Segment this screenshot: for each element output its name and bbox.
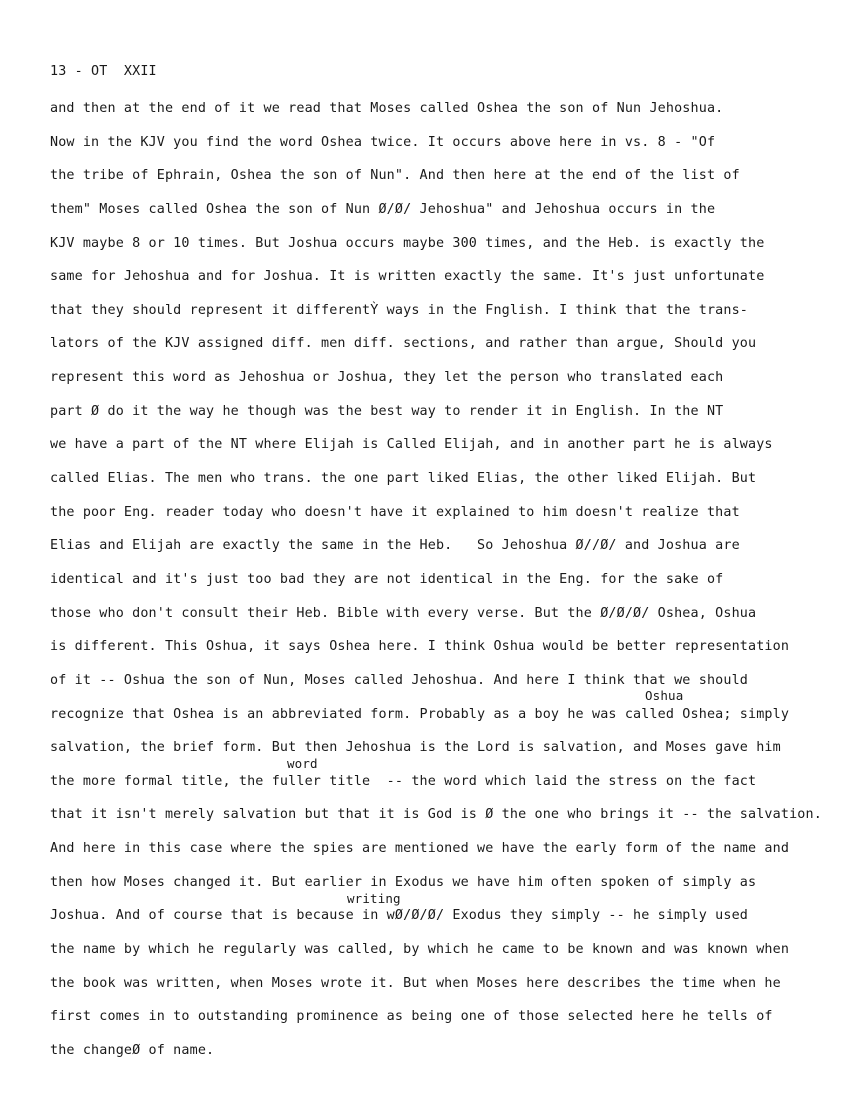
text-line: salvation, the brief form. But then Jehoshua is the Lord is salvation, and Moses gave him <box>50 740 781 756</box>
text-line: the poor Eng. reader today who doesn't have it explained to him doesn't realize that <box>50 504 740 520</box>
text-line: is different. This Oshua, it says Oshea here. I think Oshua would be better representation <box>50 639 790 655</box>
text-line: And here in this case where the spies are mentioned we have the early form of the name and <box>50 841 790 857</box>
text-line: Now in the KJV you find the word Oshea twice. It occurs above here in vs. 8 - "Of <box>50 134 716 150</box>
text-line: the tribe of Ephrain, Oshea the son of Nun". And then here at the end of the list of <box>50 168 740 184</box>
text-line: Elias and Elijah are exactly the same in the Heb. So Jehoshua Ø//Ø/ and Joshua are <box>50 538 740 554</box>
interlinear-insertion-word: word <box>287 756 318 771</box>
text-line: called Elias. The men who trans. the one part liked Elias, the other liked Elijah. But <box>50 471 757 487</box>
text-line: the book was written, when Moses wrote it. But when Moses here describes the time when he <box>50 975 781 991</box>
text-line: them" Moses called Oshea the son of Nun Ø/Ø/ Jehoshua" and Jehoshua occurs in the <box>50 201 716 217</box>
page-header: 13 - OT XXII <box>50 64 157 79</box>
interlinear-insertion-writing: writing <box>347 891 401 906</box>
text-line: those who don't consult their Heb. Bible with every verse. But the Ø/Ø/Ø/ Oshea, Oshua <box>50 605 757 621</box>
text-line: that they should represent it differentỲ ways in the Fnglish. I think that the trans- <box>50 302 749 318</box>
text-line: first comes in to outstanding prominence as being one of those selected here he tells of <box>50 1009 773 1025</box>
text-line: and then at the end of it we read that Moses called Oshea the son of Nun Jehoshua. <box>50 101 724 116</box>
text-line: same for Jehoshua and for Joshua. It is written exactly the same. It's just unfortunate <box>50 269 765 285</box>
text-line: the name by which he regularly was called, by which he came to be known and was known when <box>50 942 790 958</box>
body-text <box>50 97 840 1073</box>
text-line: the more formal title, the fuller title -- the word which laid the stress on the fact <box>50 773 757 789</box>
text-line: then how Moses changed it. But earlier in Exodus we have him often spoken of simply as <box>50 874 757 890</box>
text-line: recognize that Oshea is an abbreviated form. Probably as a boy he was called Oshea; simply <box>50 706 790 722</box>
text-line: represent this word as Jehoshua or Joshua, they let the person who translated each <box>50 370 724 386</box>
text-line: part Ø do it the way he though was the best way to render it in English. In the NT <box>50 403 724 419</box>
text-line: lators of the KJV assigned diff. men diff. sections, and rather than argue, Should you <box>50 336 757 352</box>
interlinear-insertion-oshua: Oshua <box>645 688 684 703</box>
text-line: that it isn't merely salvation but that it is God is Ø the one who brings it -- the salvation. <box>50 807 822 823</box>
text-line: the changeØ of name. <box>50 1042 215 1058</box>
text-line: of it -- Oshua the son of Nun, Moses called Jehoshua. And here I think that we should <box>50 672 749 688</box>
text-line: identical and it's just too bad they are not identical in the Eng. for the sake of <box>50 571 724 587</box>
text-line: Joshua. And of course that is because in wØ/Ø/Ø/ Exodus they simply -- he simply used <box>50 908 749 924</box>
text-line: we have a part of the NT where Elijah is Called Elijah, and in another part he is always <box>50 437 773 453</box>
text-line: KJV maybe 8 or 10 times. But Joshua occurs maybe 300 times, and the Heb. is exactly the <box>50 235 765 251</box>
